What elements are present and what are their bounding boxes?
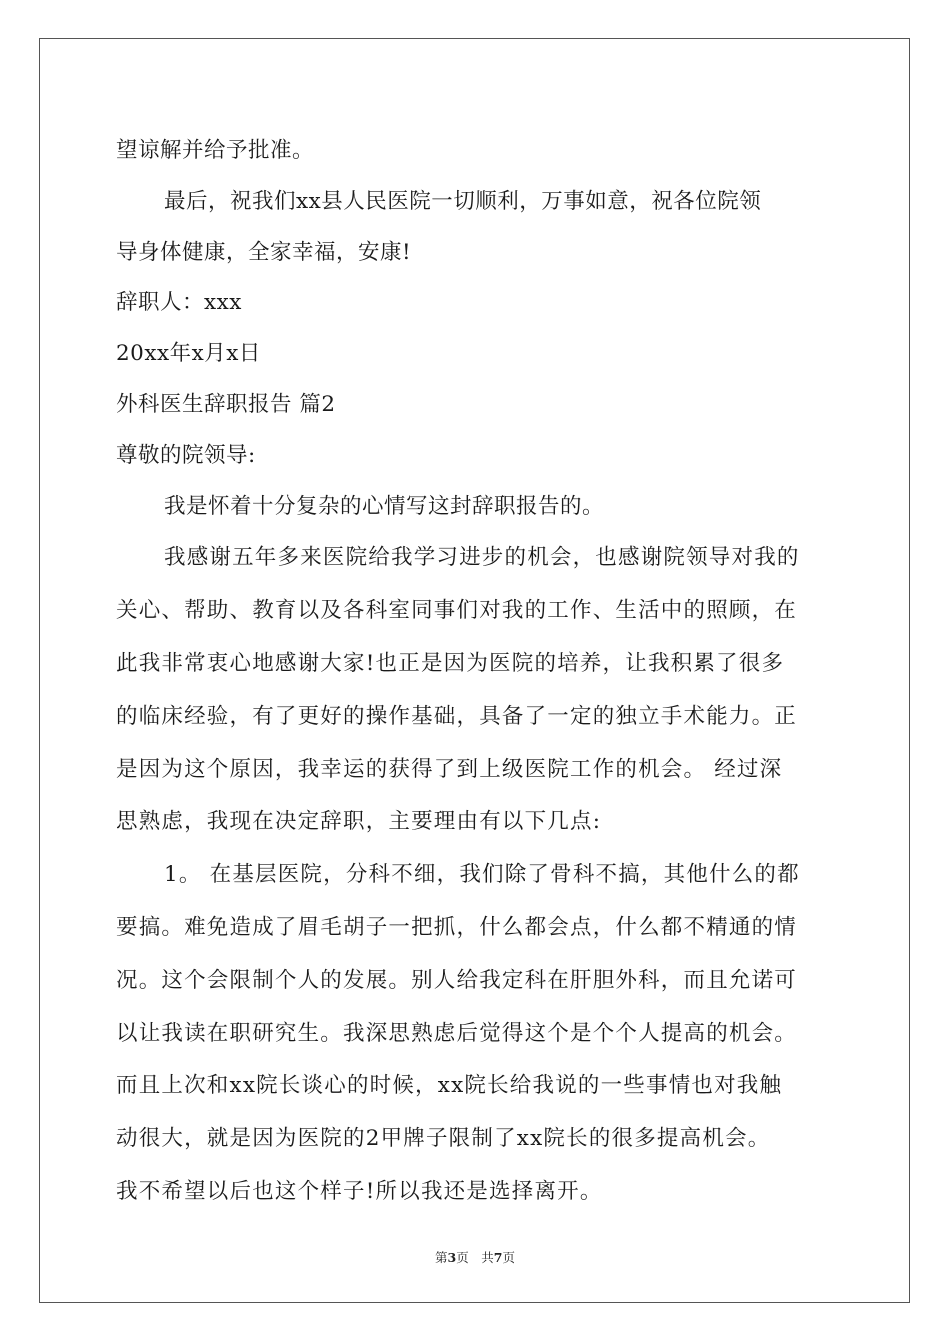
section-title: 外科医生辞职报告 篇2 bbox=[116, 391, 336, 417]
text-line: 我是怀着十分复杂的心情写这封辞职报告的。 bbox=[164, 493, 605, 519]
page-footer bbox=[0, 1248, 950, 1266]
text-line: 我不希望以后也这个样子!所以我还是选择离开。 bbox=[116, 1178, 603, 1204]
text-line: 的临床经验，有了更好的操作基础，具备了一定的独立手术能力。正 bbox=[116, 703, 798, 729]
text-line: 我感谢五年多来医院给我学习进步的机会，也感谢院领导对我的 bbox=[164, 545, 800, 571]
text-line: 况。这个会限制个人的发展。别人给我定科在肝胆外科，而且允诺可 bbox=[116, 967, 798, 993]
text-line: 此我非常衷心地感谢大家!也正是因为医院的培养，让我积累了很多 bbox=[116, 650, 785, 676]
text-line: 思熟虑，我现在决定辞职，主要理由有以下几点: bbox=[116, 809, 602, 835]
current-page-number: 3 bbox=[447, 1250, 457, 1265]
salutation: 尊敬的院领导: bbox=[116, 442, 256, 468]
text-line: 而且上次和xx院长谈心的时候，xx院长给我说的一些事情也对我触 bbox=[116, 1073, 783, 1099]
text-line: 1。 在基层医院，分科不细，我们除了骨科不搞，其他什么的都 bbox=[164, 862, 800, 888]
text-line: 最后，祝我们xx县人民医院一切顺利，万事如意，祝各位院领 bbox=[164, 188, 762, 214]
text-line: 要搞。难免造成了眉毛胡子一把抓，什么都会点，什么都不精通的情 bbox=[116, 914, 798, 940]
footer-suffix: 页 bbox=[502, 1250, 515, 1265]
text-line: 望谅解并给予批准。 bbox=[116, 138, 315, 163]
footer-middle: 页 共 bbox=[456, 1250, 494, 1265]
text-line: 动很大，就是因为医院的2甲牌子限制了xx院长的很多提高机会。 bbox=[116, 1126, 771, 1152]
date-line: 20xx年x月x日 bbox=[116, 341, 261, 367]
footer-prefix: 第 bbox=[435, 1250, 448, 1265]
text-line: 以让我读在职研究生。我深思熟虑后觉得这个是个个人提高的机会。 bbox=[116, 1020, 798, 1046]
text-line: 关心、帮助、教育以及各科室同事们对我的工作、生活中的照顾，在 bbox=[116, 598, 798, 624]
total-page-count: 7 bbox=[493, 1250, 503, 1265]
text-line: 是因为这个原因，我幸运的获得了到上级医院工作的机会。 经过深 bbox=[116, 756, 783, 782]
document-body bbox=[116, 126, 836, 1219]
text-line: 导身体健康，全家幸福，安康! bbox=[116, 239, 412, 265]
signature-line: 辞职人：xxx bbox=[116, 290, 242, 316]
